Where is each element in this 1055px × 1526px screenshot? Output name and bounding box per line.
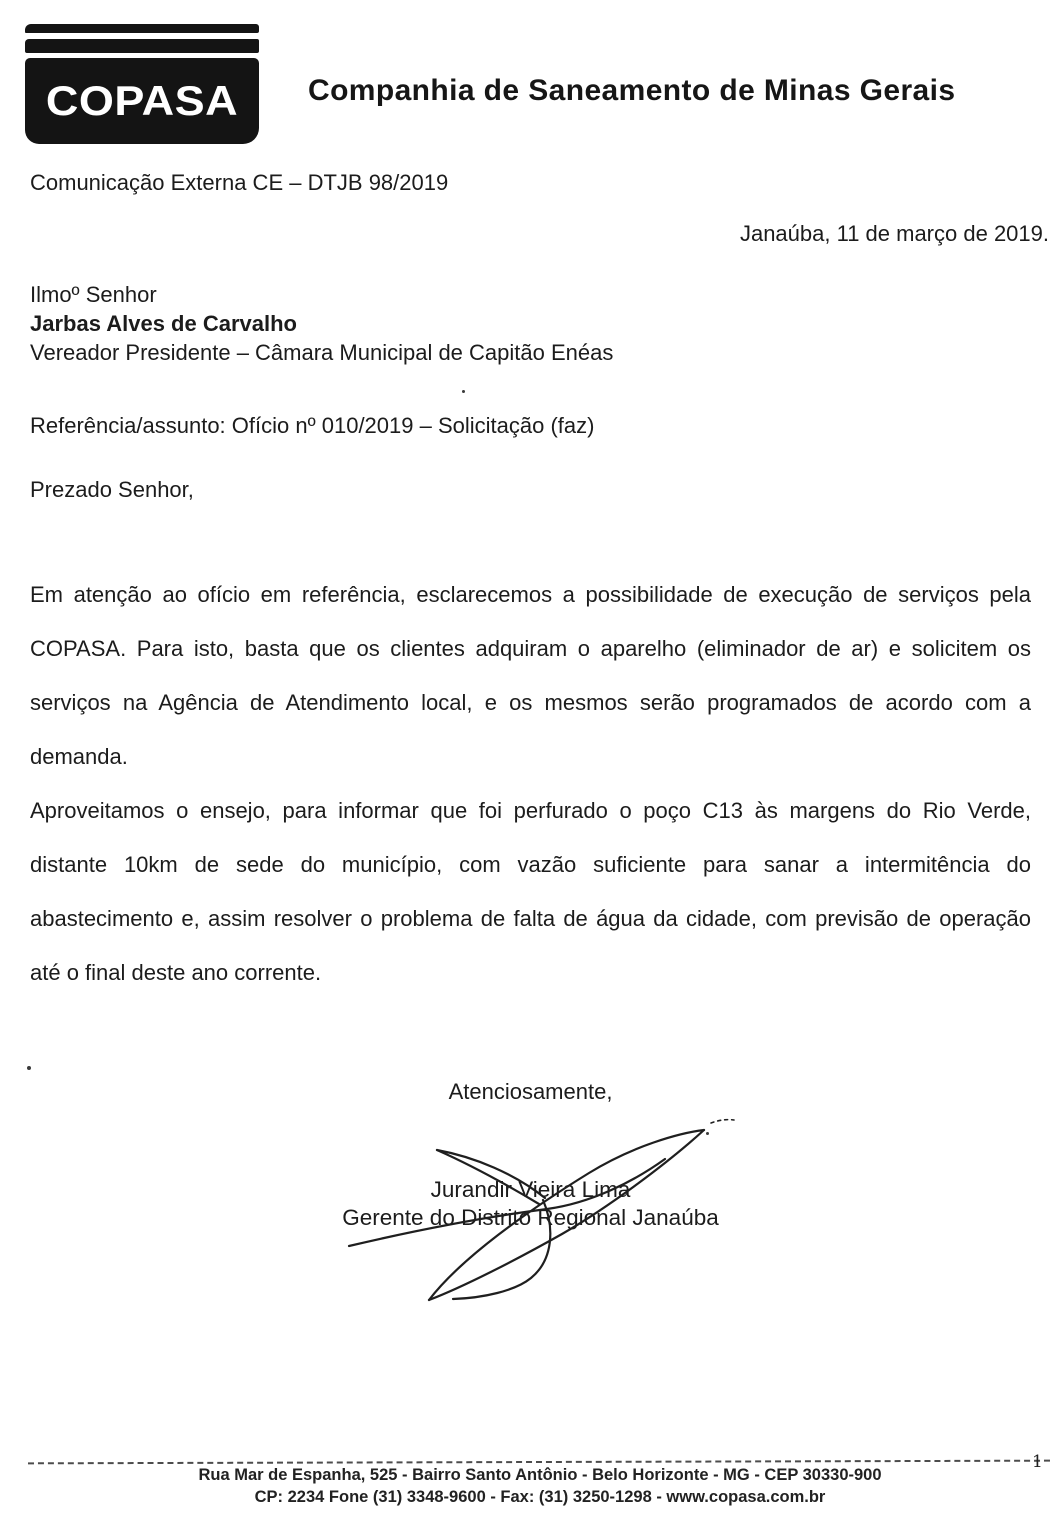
body-paragraph: Aproveitamos o ensejo, para informar que foi perfurado o poço C13 às margens do Rio Verde, distante 10km de sede do município, com vazão suficiente para sanar a intermitência do abastecimento e, assim resolver o problema de falta de água da cidade, com previsão de operação até o final deste ano corrente.: [30, 798, 1031, 985]
footer-contact: CP: 2234 Fone (31) 3348-9600 - Fax: (31) 3250-1298 - www.copasa.com.br: [254, 1488, 826, 1506]
reference-line: Comunicação Externa CE – DTJB 98/2019: [30, 170, 449, 195]
recipient-name: Jarbas Alves de Carvalho: [30, 311, 297, 336]
logo-box: [25, 58, 259, 144]
handwritten-signature-icon: [333, 1110, 763, 1335]
closing-line: Atenciosamente,: [448, 1079, 613, 1104]
footer-address: Rua Mar de Espanha, 525 - Bairro Santo Antônio - Belo Horizonte - MG - CEP 30330-900: [198, 1466, 882, 1484]
recipient-salutation: Ilmoº Senhor: [30, 282, 157, 307]
recipient-title: Vereador Presidente – Câmara Municipal de Capitão Enéas: [30, 340, 614, 365]
footer-text: [40, 1464, 1040, 1508]
logo-wordmark: COPASA: [45, 77, 239, 124]
logo-stripe-icon: [25, 39, 259, 53]
subject-line: Referência/assunto: Ofício nº 010/2019 – Solicitação (faz): [30, 413, 595, 438]
date-line: Janaúba, 11 de março de 2019.: [739, 221, 1049, 246]
page-number: 1: [1032, 1452, 1043, 1472]
company-name: Companhia de Saneamento de Minas Gerais: [308, 74, 956, 107]
signatory-name: Jurandir Vieira Lima: [430, 1177, 631, 1202]
recipient-block: [30, 280, 613, 367]
letter-body: [30, 568, 1031, 1000]
scan-speck: [27, 1066, 31, 1070]
body-paragraph: Em atenção ao ofício em referência, esclarecemos a possibilidade de execução de serviços pela COPASA. Para isto, basta que os clientes adquiram o aparelho (eliminador de ar) e solicitem os serviços na Agência de Atendimento local, e os mesmos serão programados de acordo com a demanda.: [30, 582, 1031, 769]
greeting-line: Prezado Senhor,: [30, 477, 194, 502]
scan-speck: [462, 390, 465, 393]
signatory-title: Gerente do Distrito Regional Janaúba: [342, 1205, 719, 1230]
logo-stripe-icon: [25, 24, 259, 33]
copasa-logo: [25, 24, 259, 144]
